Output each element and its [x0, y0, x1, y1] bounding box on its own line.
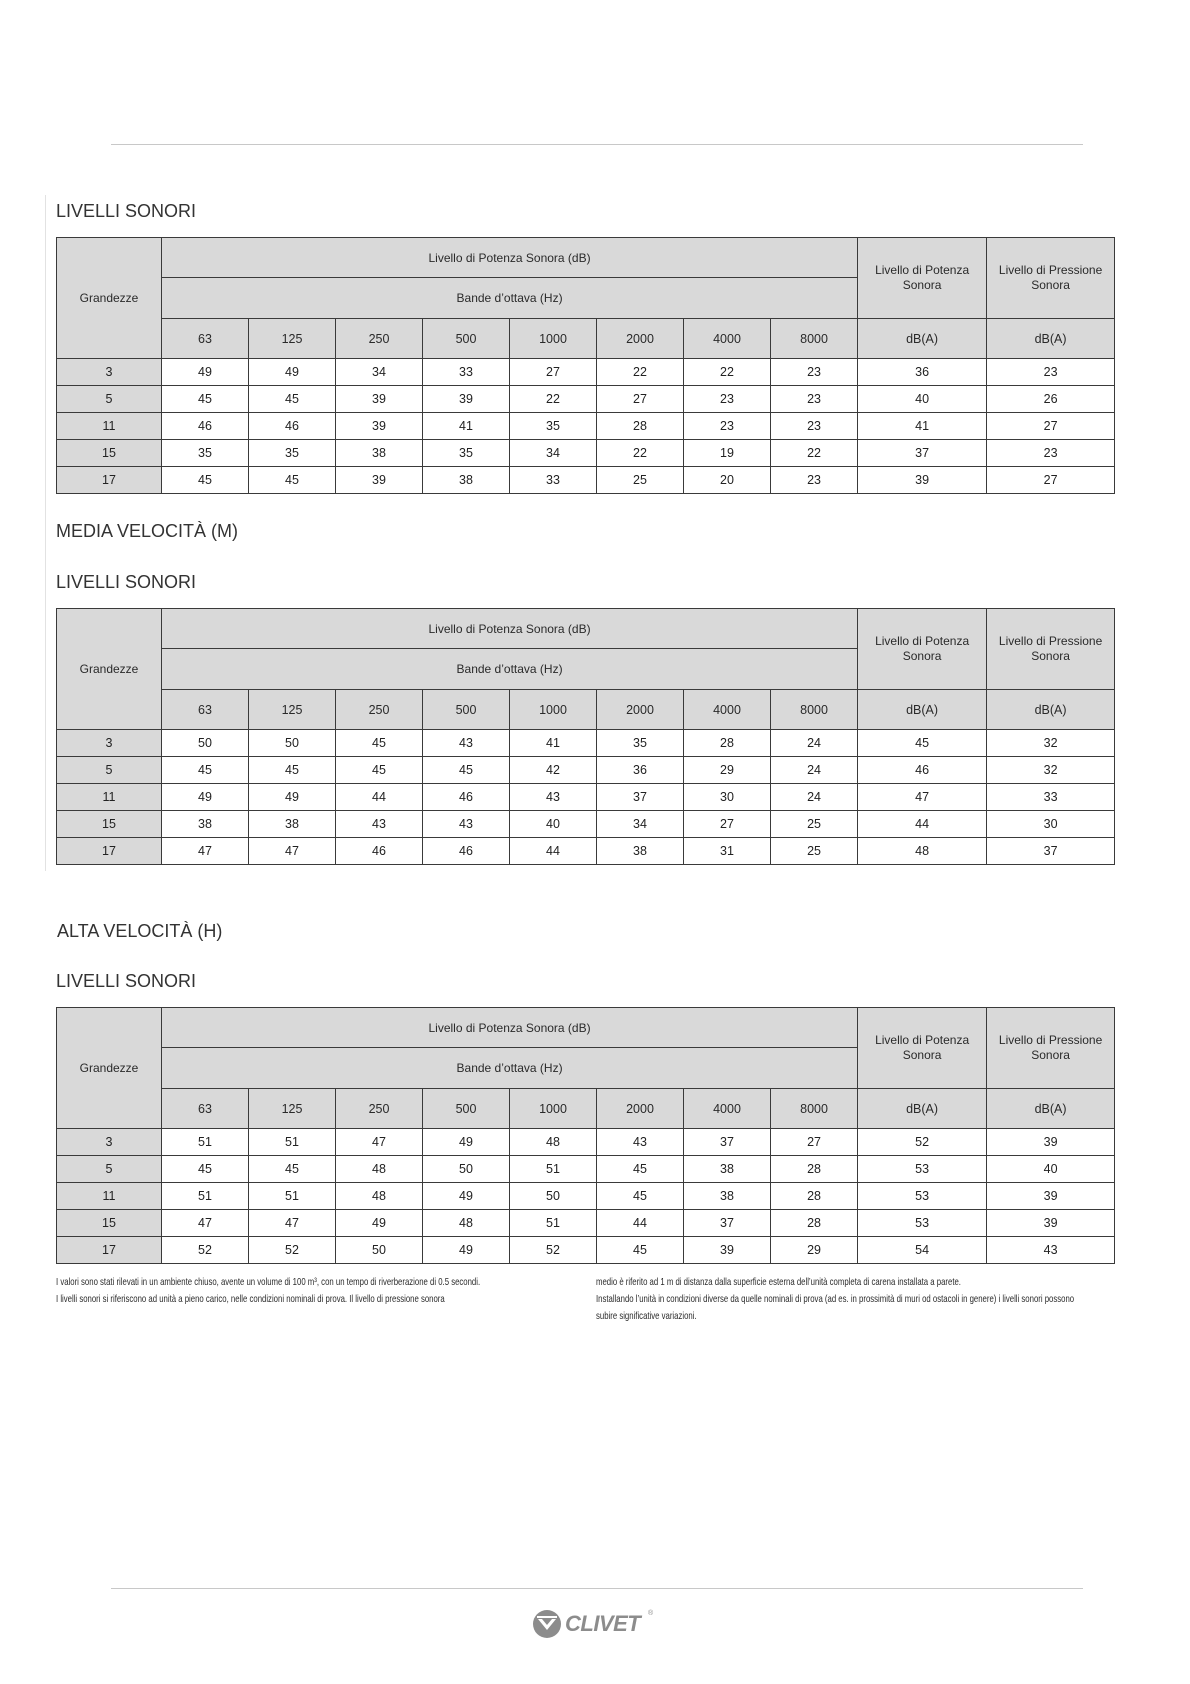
header-power-db: Livello di Potenza Sonora (dB) [162, 238, 858, 278]
size-cell: 5 [57, 386, 162, 413]
header-row [57, 319, 1115, 359]
table-header [57, 1008, 1115, 1129]
size-cell: 11 [57, 784, 162, 811]
octave-value-cell: 51 [510, 1210, 597, 1237]
table-title-high: LIVELLI SONORI [56, 971, 197, 991]
octave-value-cell: 38 [336, 440, 423, 467]
octave-value-cell: 45 [336, 730, 423, 757]
octave-value-cell: 41 [423, 413, 510, 440]
octave-value-cell: 47 [162, 1210, 249, 1237]
octave-value-cell: 35 [597, 730, 684, 757]
table-row [57, 838, 1115, 865]
notes-left-column [56, 1274, 563, 1308]
octave-value-cell: 38 [423, 467, 510, 494]
octave-value-cell: 29 [684, 757, 771, 784]
octave-value-cell: 22 [510, 386, 597, 413]
header-band-63: 63 [162, 1089, 249, 1129]
octave-value-cell: 22 [597, 359, 684, 386]
size-cell: 15 [57, 1210, 162, 1237]
power-dba-cell: 46 [858, 757, 987, 784]
sound-level-table [56, 608, 1115, 865]
header-pressure-dba: Livello di Pressione Sonora [987, 1008, 1115, 1089]
bottom-rule [111, 1588, 1083, 1589]
octave-value-cell: 28 [771, 1210, 858, 1237]
sound-table-container-low [56, 237, 1114, 494]
octave-value-cell: 45 [162, 467, 249, 494]
header-pressure-dba: Livello di Pressione Sonora [987, 238, 1115, 319]
octave-value-cell: 45 [162, 757, 249, 784]
octave-value-cell: 42 [510, 757, 597, 784]
table-row [57, 359, 1115, 386]
header-octave-bands: Bande d’ottava (Hz) [162, 1048, 858, 1089]
pressure-dba-cell: 32 [987, 730, 1115, 757]
octave-value-cell: 41 [510, 730, 597, 757]
octave-value-cell: 44 [510, 838, 597, 865]
octave-value-cell: 24 [771, 730, 858, 757]
header-row [57, 238, 1115, 278]
octave-value-cell: 45 [162, 1156, 249, 1183]
header-power-unit: dB(A) [858, 319, 987, 359]
header-row [57, 1008, 1115, 1048]
header-band-63: 63 [162, 319, 249, 359]
octave-value-cell: 49 [249, 784, 336, 811]
octave-value-cell: 45 [249, 1156, 336, 1183]
octave-value-cell: 45 [336, 757, 423, 784]
header-row [57, 1089, 1115, 1129]
octave-value-cell: 52 [249, 1237, 336, 1264]
header-power-dba: Livello di Potenza Sonora [858, 609, 987, 690]
octave-value-cell: 49 [423, 1129, 510, 1156]
octave-value-cell: 34 [597, 811, 684, 838]
octave-value-cell: 49 [423, 1183, 510, 1210]
octave-value-cell: 48 [336, 1183, 423, 1210]
octave-value-cell: 35 [510, 413, 597, 440]
octave-value-cell: 43 [423, 730, 510, 757]
table-row [57, 467, 1115, 494]
octave-value-cell: 39 [336, 467, 423, 494]
octave-value-cell: 47 [249, 1210, 336, 1237]
header-size: Grandezze [57, 238, 162, 359]
octave-value-cell: 50 [162, 730, 249, 757]
octave-value-cell: 49 [162, 784, 249, 811]
size-cell: 3 [57, 359, 162, 386]
octave-value-cell: 43 [597, 1129, 684, 1156]
sound-level-table [56, 237, 1115, 494]
octave-value-cell: 50 [510, 1183, 597, 1210]
table-header [57, 609, 1115, 730]
octave-value-cell: 24 [771, 784, 858, 811]
octave-value-cell: 24 [771, 757, 858, 784]
power-dba-cell: 45 [858, 730, 987, 757]
header-power-dba: Livello di Potenza Sonora [858, 238, 987, 319]
table-row [57, 784, 1115, 811]
octave-value-cell: 44 [336, 784, 423, 811]
octave-value-cell: 27 [684, 811, 771, 838]
header-band-250: 250 [336, 1089, 423, 1129]
header-band-2000: 2000 [597, 690, 684, 730]
octave-value-cell: 36 [597, 757, 684, 784]
octave-value-cell: 43 [423, 811, 510, 838]
octave-value-cell: 48 [336, 1156, 423, 1183]
power-dba-cell: 36 [858, 359, 987, 386]
octave-value-cell: 39 [423, 386, 510, 413]
logo-text: CLIVET [565, 1611, 641, 1636]
sound-table-container-medium [56, 608, 1114, 865]
header-band-500: 500 [423, 690, 510, 730]
power-dba-cell: 40 [858, 386, 987, 413]
header-band-2000: 2000 [597, 319, 684, 359]
top-rule [111, 144, 1083, 145]
header-band-8000: 8000 [771, 1089, 858, 1129]
octave-value-cell: 45 [597, 1237, 684, 1264]
table-row [57, 1210, 1115, 1237]
octave-value-cell: 45 [249, 467, 336, 494]
header-octave-bands: Bande d’ottava (Hz) [162, 649, 858, 690]
octave-value-cell: 43 [510, 784, 597, 811]
header-band-1000: 1000 [510, 1089, 597, 1129]
notes-right-column [596, 1274, 1086, 1325]
octave-value-cell: 38 [684, 1183, 771, 1210]
left-margin-line [45, 195, 46, 871]
header-band-4000: 4000 [684, 690, 771, 730]
header-band-250: 250 [336, 319, 423, 359]
table-row [57, 440, 1115, 467]
octave-value-cell: 22 [597, 440, 684, 467]
header-power-db: Livello di Potenza Sonora (dB) [162, 1008, 858, 1048]
octave-value-cell: 33 [510, 467, 597, 494]
table-row [57, 1156, 1115, 1183]
size-cell: 5 [57, 1156, 162, 1183]
octave-value-cell: 37 [684, 1129, 771, 1156]
octave-value-cell: 45 [423, 757, 510, 784]
pressure-dba-cell: 37 [987, 838, 1115, 865]
power-dba-cell: 54 [858, 1237, 987, 1264]
octave-value-cell: 38 [684, 1156, 771, 1183]
pressure-dba-cell: 27 [987, 413, 1115, 440]
octave-value-cell: 51 [510, 1156, 597, 1183]
octave-value-cell: 39 [684, 1237, 771, 1264]
header-band-500: 500 [423, 1089, 510, 1129]
octave-value-cell: 20 [684, 467, 771, 494]
note-paragraph: I livelli sonori si riferiscono ad unità a pieno carico, nelle condizioni nominali di prova. Il livello di pressione sonora [56, 1293, 445, 1305]
octave-value-cell: 45 [249, 386, 336, 413]
table-header [57, 238, 1115, 359]
octave-value-cell: 29 [771, 1237, 858, 1264]
size-cell: 15 [57, 440, 162, 467]
header-band-250: 250 [336, 690, 423, 730]
pressure-dba-cell: 26 [987, 386, 1115, 413]
octave-value-cell: 19 [684, 440, 771, 467]
header-pressure-unit: dB(A) [987, 690, 1115, 730]
sound-table-container-high [56, 1007, 1114, 1264]
pressure-dba-cell: 32 [987, 757, 1115, 784]
header-size: Grandezze [57, 1008, 162, 1129]
octave-value-cell: 22 [684, 359, 771, 386]
header-band-125: 125 [249, 690, 336, 730]
power-dba-cell: 52 [858, 1129, 987, 1156]
octave-value-cell: 23 [771, 467, 858, 494]
header-band-1000: 1000 [510, 319, 597, 359]
octave-value-cell: 47 [162, 838, 249, 865]
octave-value-cell: 34 [336, 359, 423, 386]
header-power-unit: dB(A) [858, 1089, 987, 1129]
octave-value-cell: 38 [249, 811, 336, 838]
table-title-medium: LIVELLI SONORI [56, 572, 197, 592]
octave-value-cell: 49 [423, 1237, 510, 1264]
header-band-63: 63 [162, 690, 249, 730]
note-paragraph: Installando l’unità in condizioni diverse da quelle nominali di prova (ad es. in prossimità di muri od ostacoli in genere) i livelli sonori possono subire significative variazioni. [596, 1293, 1075, 1322]
size-cell: 17 [57, 838, 162, 865]
octave-value-cell: 28 [684, 730, 771, 757]
size-cell: 11 [57, 413, 162, 440]
octave-value-cell: 23 [771, 413, 858, 440]
header-band-500: 500 [423, 319, 510, 359]
registered-mark: ® [648, 1610, 654, 1617]
header-band-1000: 1000 [510, 690, 597, 730]
octave-value-cell: 45 [597, 1183, 684, 1210]
header-band-2000: 2000 [597, 1089, 684, 1129]
header-band-8000: 8000 [771, 319, 858, 359]
header-band-125: 125 [249, 319, 336, 359]
octave-value-cell: 51 [162, 1183, 249, 1210]
octave-value-cell: 46 [162, 413, 249, 440]
pressure-dba-cell: 39 [987, 1210, 1115, 1237]
octave-value-cell: 47 [336, 1129, 423, 1156]
power-dba-cell: 41 [858, 413, 987, 440]
octave-value-cell: 35 [423, 440, 510, 467]
octave-value-cell: 46 [423, 784, 510, 811]
size-cell: 3 [57, 730, 162, 757]
power-dba-cell: 47 [858, 784, 987, 811]
power-dba-cell: 53 [858, 1183, 987, 1210]
pressure-dba-cell: 23 [987, 359, 1115, 386]
table-body [57, 1129, 1115, 1264]
header-power-db: Livello di Potenza Sonora (dB) [162, 609, 858, 649]
pressure-dba-cell: 27 [987, 467, 1115, 494]
table-title-low: LIVELLI SONORI [56, 201, 197, 221]
octave-value-cell: 35 [162, 440, 249, 467]
sound-level-table [56, 1007, 1115, 1264]
octave-value-cell: 43 [336, 811, 423, 838]
octave-value-cell: 39 [336, 413, 423, 440]
table-row [57, 1129, 1115, 1156]
size-cell: 3 [57, 1129, 162, 1156]
octave-value-cell: 45 [162, 386, 249, 413]
octave-value-cell: 28 [597, 413, 684, 440]
octave-value-cell: 40 [510, 811, 597, 838]
table-row [57, 386, 1115, 413]
table-row [57, 1237, 1115, 1264]
size-cell: 5 [57, 757, 162, 784]
table-row [57, 757, 1115, 784]
clivet-emblem-icon [532, 1609, 562, 1639]
octave-value-cell: 39 [336, 386, 423, 413]
octave-value-cell: 27 [597, 386, 684, 413]
note-paragraph: I valori sono stati rilevati in un ambiente chiuso, avente un volume di 100 m³, con un tempo di riverberazione di 0.5 secondi. [56, 1276, 481, 1288]
power-dba-cell: 37 [858, 440, 987, 467]
octave-value-cell: 31 [684, 838, 771, 865]
octave-value-cell: 49 [162, 359, 249, 386]
octave-value-cell: 46 [249, 413, 336, 440]
octave-value-cell: 50 [336, 1237, 423, 1264]
pressure-dba-cell: 43 [987, 1237, 1115, 1264]
octave-value-cell: 23 [771, 386, 858, 413]
table-body [57, 359, 1115, 494]
header-row [57, 690, 1115, 730]
power-dba-cell: 39 [858, 467, 987, 494]
power-dba-cell: 48 [858, 838, 987, 865]
octave-value-cell: 34 [510, 440, 597, 467]
section-title-medium-speed: MEDIA VELOCITÀ (M) [56, 521, 239, 541]
octave-value-cell: 28 [771, 1183, 858, 1210]
octave-value-cell: 44 [597, 1210, 684, 1237]
octave-value-cell: 52 [162, 1237, 249, 1264]
octave-value-cell: 23 [684, 413, 771, 440]
table-row [57, 811, 1115, 838]
power-dba-cell: 53 [858, 1210, 987, 1237]
header-pressure-unit: dB(A) [987, 1089, 1115, 1129]
octave-value-cell: 51 [249, 1183, 336, 1210]
header-band-4000: 4000 [684, 319, 771, 359]
header-octave-bands: Bande d’ottava (Hz) [162, 278, 858, 319]
clivet-logo [532, 1608, 672, 1640]
header-power-dba: Livello di Potenza Sonora [858, 1008, 987, 1089]
octave-value-cell: 45 [597, 1156, 684, 1183]
table-row [57, 730, 1115, 757]
octave-value-cell: 30 [684, 784, 771, 811]
header-pressure-dba: Livello di Pressione Sonora [987, 609, 1115, 690]
header-band-4000: 4000 [684, 1089, 771, 1129]
octave-value-cell: 52 [510, 1237, 597, 1264]
header-power-unit: dB(A) [858, 690, 987, 730]
size-cell: 17 [57, 1237, 162, 1264]
octave-value-cell: 33 [423, 359, 510, 386]
octave-value-cell: 27 [771, 1129, 858, 1156]
octave-value-cell: 38 [162, 811, 249, 838]
octave-value-cell: 46 [336, 838, 423, 865]
header-pressure-unit: dB(A) [987, 319, 1115, 359]
octave-value-cell: 37 [684, 1210, 771, 1237]
header-row [57, 609, 1115, 649]
table-row [57, 413, 1115, 440]
octave-value-cell: 51 [162, 1129, 249, 1156]
octave-value-cell: 47 [249, 838, 336, 865]
power-dba-cell: 44 [858, 811, 987, 838]
pressure-dba-cell: 40 [987, 1156, 1115, 1183]
octave-value-cell: 28 [771, 1156, 858, 1183]
section-title-high-speed: ALTA VELOCITÀ (H) [57, 921, 223, 941]
size-cell: 15 [57, 811, 162, 838]
header-band-8000: 8000 [771, 690, 858, 730]
table-row [57, 1183, 1115, 1210]
octave-value-cell: 23 [684, 386, 771, 413]
octave-value-cell: 45 [249, 757, 336, 784]
octave-value-cell: 46 [423, 838, 510, 865]
octave-value-cell: 23 [771, 359, 858, 386]
octave-value-cell: 25 [771, 811, 858, 838]
header-band-125: 125 [249, 1089, 336, 1129]
octave-value-cell: 37 [597, 784, 684, 811]
header-size: Grandezze [57, 609, 162, 730]
note-paragraph: medio è riferito ad 1 m di distanza dalla superficie esterna dell’unità completa di carena installata a parete. [596, 1276, 961, 1288]
octave-value-cell: 27 [510, 359, 597, 386]
power-dba-cell: 53 [858, 1156, 987, 1183]
octave-value-cell: 48 [423, 1210, 510, 1237]
pressure-dba-cell: 30 [987, 811, 1115, 838]
pressure-dba-cell: 33 [987, 784, 1115, 811]
pressure-dba-cell: 39 [987, 1183, 1115, 1210]
size-cell: 11 [57, 1183, 162, 1210]
octave-value-cell: 50 [423, 1156, 510, 1183]
octave-value-cell: 51 [249, 1129, 336, 1156]
octave-value-cell: 50 [249, 730, 336, 757]
table-body [57, 730, 1115, 865]
octave-value-cell: 22 [771, 440, 858, 467]
pressure-dba-cell: 23 [987, 440, 1115, 467]
octave-value-cell: 48 [510, 1129, 597, 1156]
octave-value-cell: 25 [771, 838, 858, 865]
octave-value-cell: 35 [249, 440, 336, 467]
octave-value-cell: 25 [597, 467, 684, 494]
size-cell: 17 [57, 467, 162, 494]
octave-value-cell: 49 [249, 359, 336, 386]
octave-value-cell: 49 [336, 1210, 423, 1237]
octave-value-cell: 38 [597, 838, 684, 865]
pressure-dba-cell: 39 [987, 1129, 1115, 1156]
